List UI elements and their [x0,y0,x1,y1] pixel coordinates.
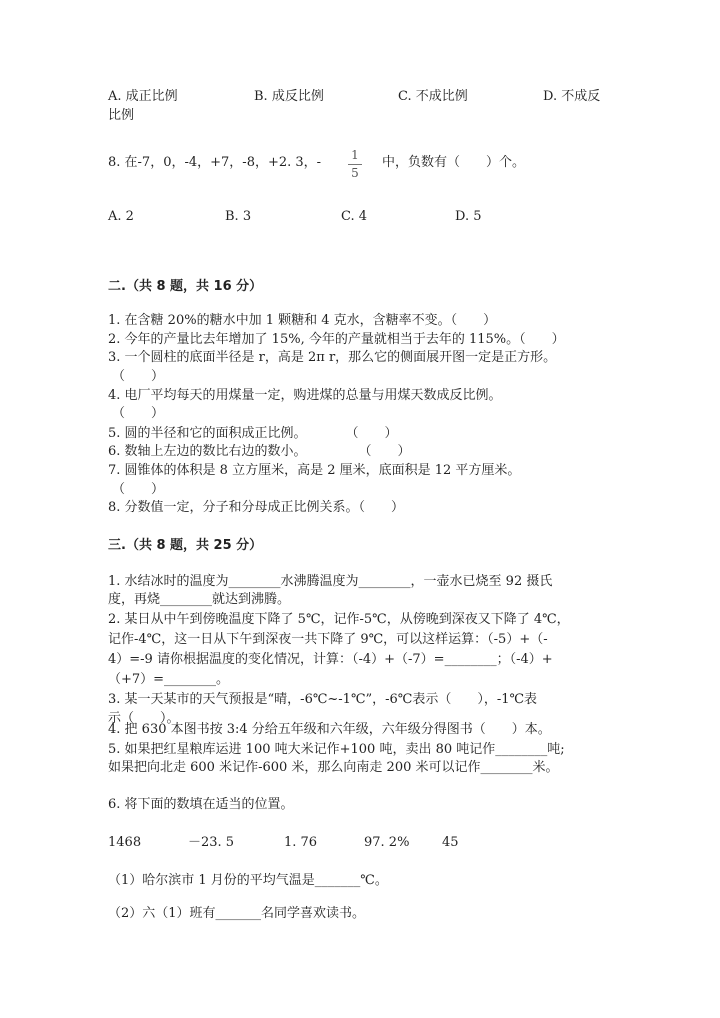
s3-line: 度，再烧________就达到沸腾。 [108,592,291,607]
q6-number: 1468 [108,835,142,850]
section-3-title: 三.（共 8 题，共 25 分） [108,538,263,553]
s3-line: 记作-4℃，这一日从下午到深夜一共下降了 9℃，可以这样运算：（-5）+（- [108,632,548,647]
s2-line: 2. 今年的产量比去年增加了 15%, 今年的产量就相当于去年的 115%。（ ） [108,332,565,347]
q6-sub1: （1）哈尔滨市 1 月份的平均气温是_______℃。 [108,873,388,888]
s3-line: 示（ ）。 [108,711,180,726]
q8-option-b[interactable]: B. 3 [225,209,252,224]
q8-prefix: 8. 在-7，0，-4，+7，-8，+2. 3，- [108,155,322,170]
option-c[interactable]: C. 不成比例 [398,89,468,104]
s3-line: 1. 水结冰时的温度为________水沸腾温度为________，一壶水已烧至 92 摄氏 [108,574,553,589]
q8-option-d[interactable]: D. 5 [455,209,482,224]
frac-numerator: 1 [351,148,359,162]
option-d-wrap: 比例 [108,108,135,123]
s3-line: 5. 如果把红星粮库运进 100 吨大米记作+100 吨，卖出 80 吨记作________吨; [108,742,565,757]
s3-line: 如果把向北走 600 米记作-600 米，那么向南走 200 米可以记作________米。 [108,760,559,775]
q6-number: 1. 76 [284,835,318,850]
s2-line: 8. 分数值一定，分子和分母成正比例关系。（ ） [108,500,405,515]
s3-line: 4）=-9 请你根据温度的变化情况，计算：（-4）+（-7）=________；（-4）+ [108,652,553,667]
q6-sub2: （2）六（1）班有_______名同学喜欢读书。 [108,906,366,921]
frac-bar [348,164,362,165]
s2-line: 3. 一个圆柱的底面半径是 r，高是 2π r，那么它的侧面展开图一定是正方形。 [108,350,557,365]
q6-number: －23. 5 [188,835,235,850]
s2-line: （ ） [112,482,165,497]
option-b[interactable]: B. 成反比例 [254,89,324,104]
s3-line: 4. 把 630 本图书按 3:4 分给五年级和六年级，六年级分得图书（ ）本。 [108,722,551,737]
s2-line: 5. 圆的半径和它的面积成正比例。 （ ） [108,426,398,441]
s3-line: （+7）=________。 [108,672,230,687]
option-a[interactable]: A. 成正比例 [108,89,178,104]
s2-line: 7. 圆锥体的体积是 8 立方厘米，高是 2 厘米，底面积是 12 平方厘米。 [108,463,521,478]
s3-line: 2. 某日从中午到傍晚温度下降了 5℃，记作-5℃，从傍晚到深夜又下降了 4℃， [108,612,570,627]
q8-option-a[interactable]: A. 2 [108,209,134,224]
s2-line: 1. 在含糖 20%的糖水中加 1 颗糖和 4 克水，含糖率不变。（ ） [108,313,497,328]
fraction-one-fifth [348,148,362,181]
s2-line: （ ） [112,369,165,384]
s3-line: 3. 某一天某市的天气预报是“晴，-6℃~-1℃”，-6℃表示（ ），-1℃表 [108,692,538,707]
s2-line: 4. 电厂平均每天的用煤量一定，购进煤的总量与用煤天数成反比例。 [108,388,502,403]
section-2-title: 二.（共 8 题，共 16 分） [108,279,263,294]
q8-option-c[interactable]: C. 4 [341,209,368,224]
q6-number: 97. 2% [364,835,410,850]
q6-number: 45 [442,835,459,850]
s2-line: 6. 数轴上左边的数比右边的数小。 （ ） [108,444,411,459]
q8-suffix: 中，负数有（ ）个。 [382,155,526,170]
option-d[interactable]: D. 不成反 [543,89,601,104]
s2-line: （ ） [112,406,165,421]
q6-prompt: 6. 将下面的数填在适当的位置。 [108,797,294,812]
frac-denominator: 5 [351,166,359,180]
